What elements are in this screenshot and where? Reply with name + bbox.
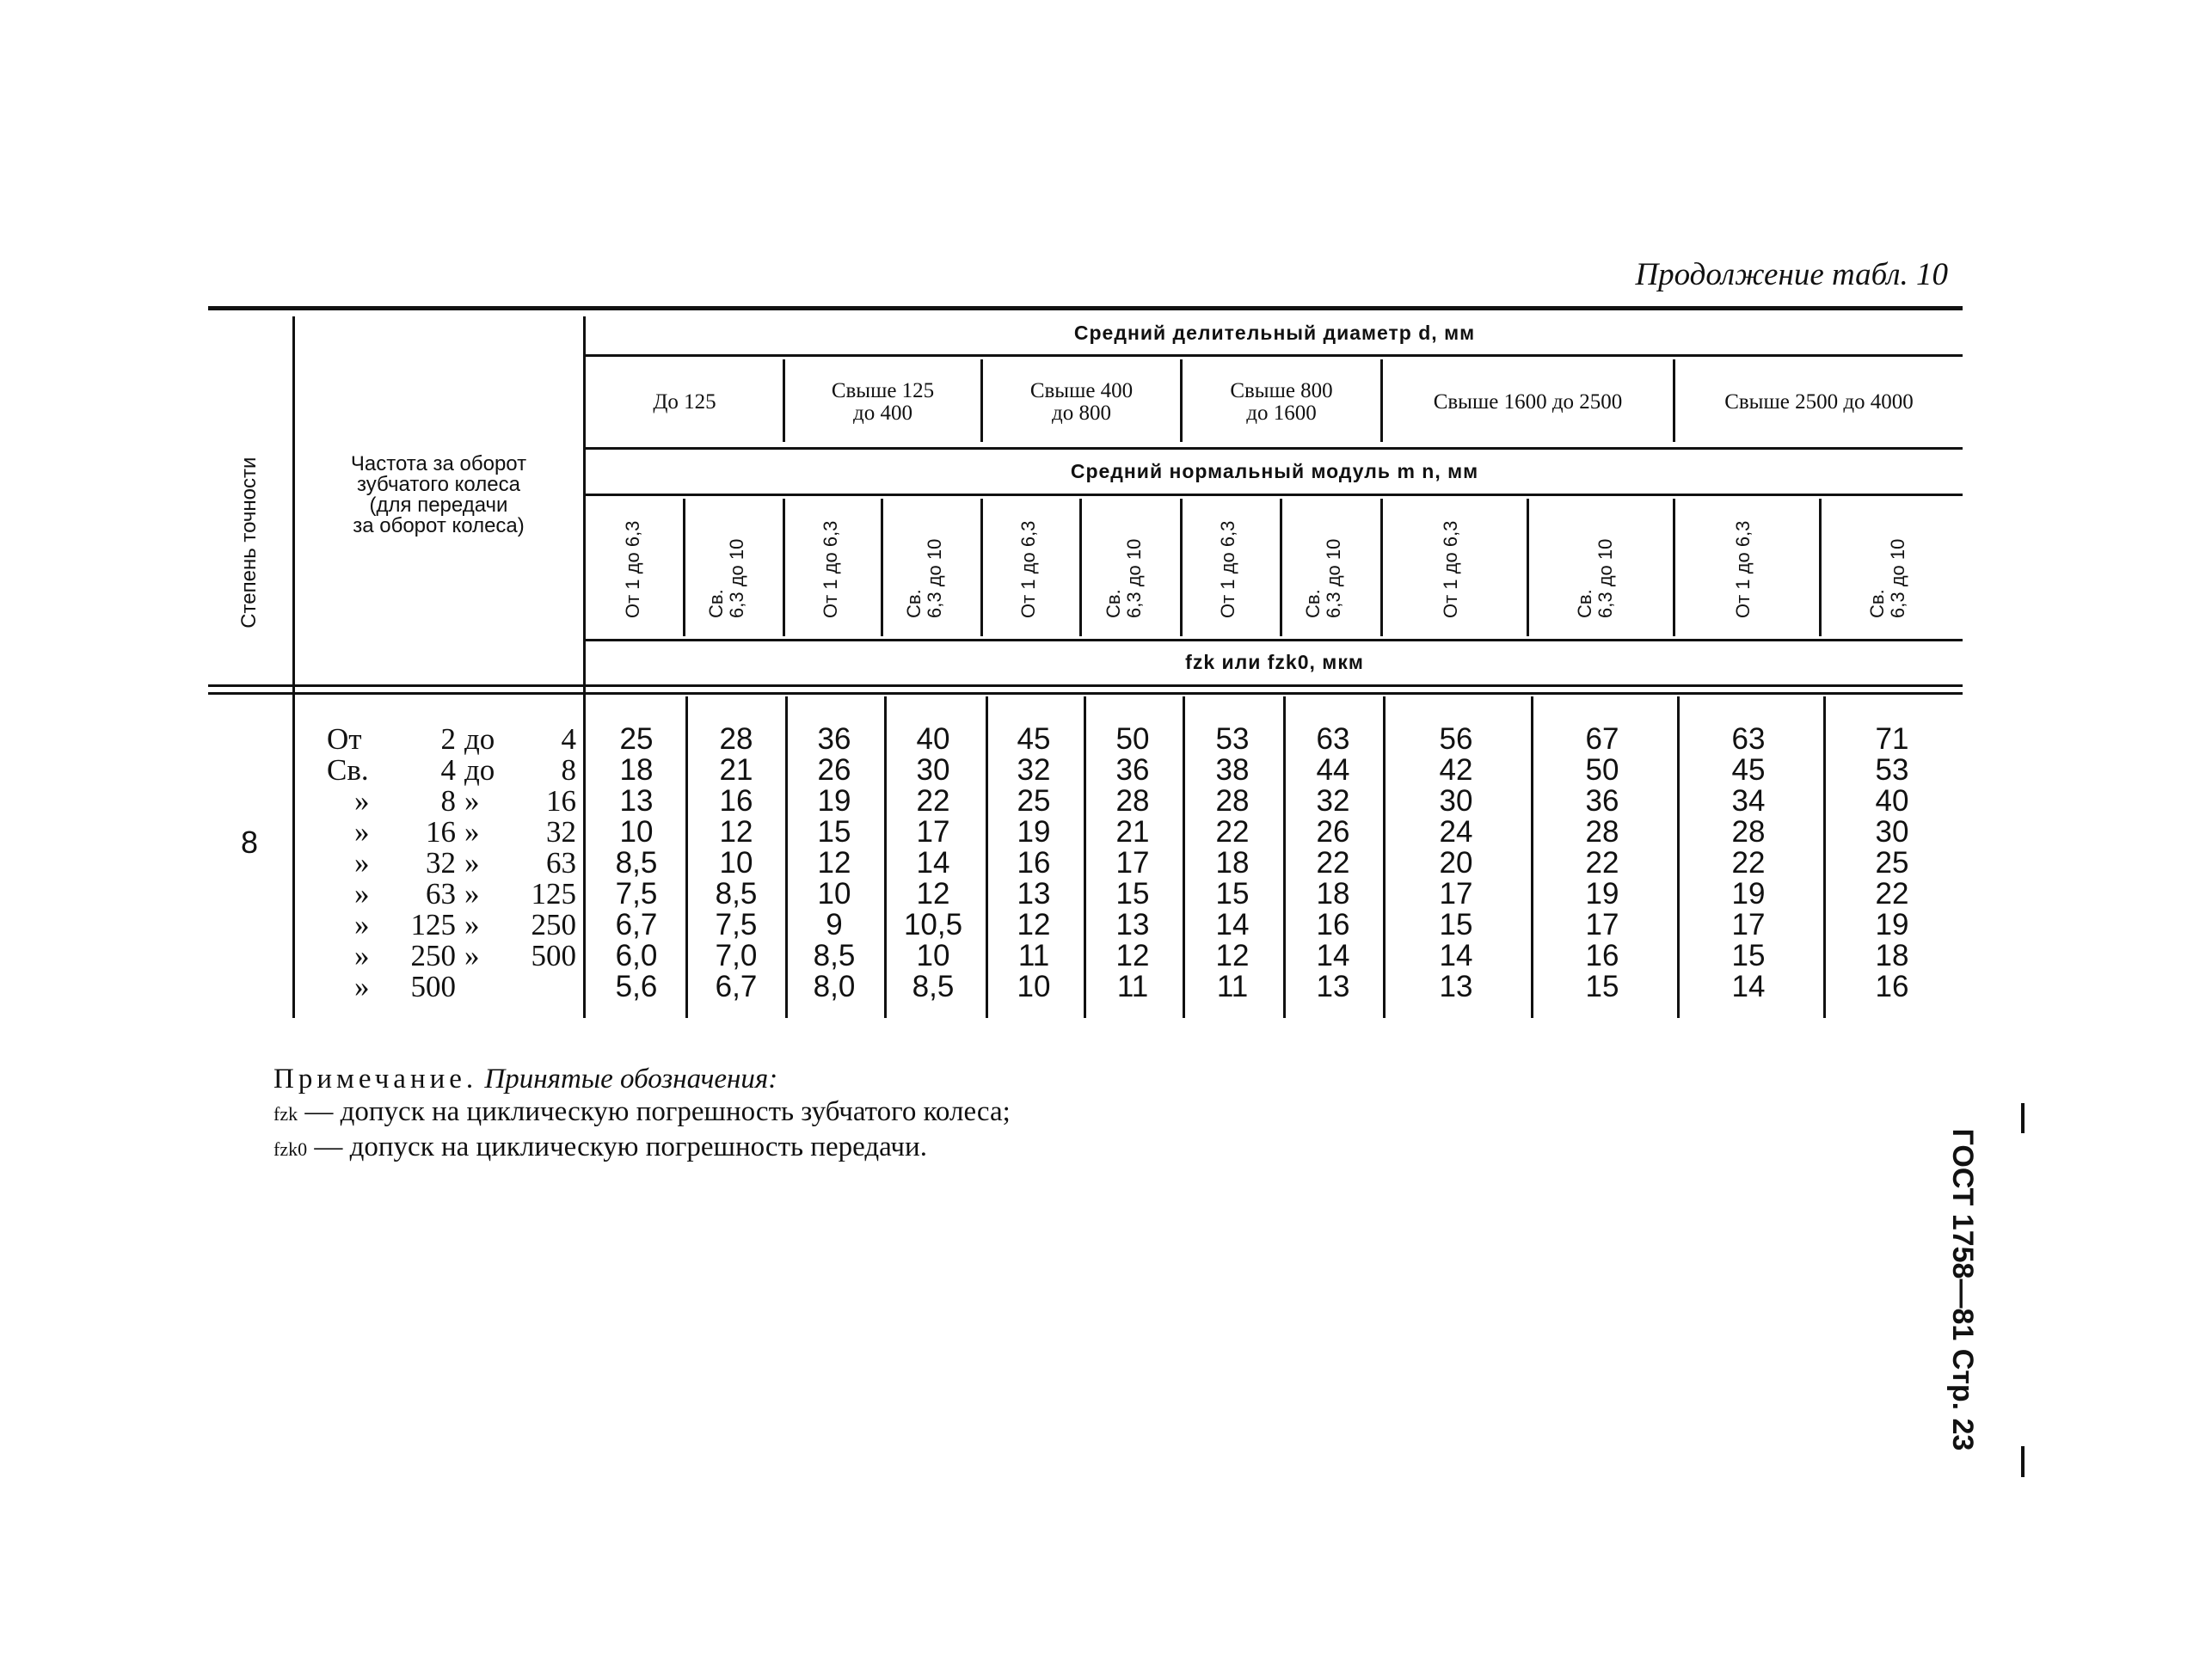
table-cell: 15 (1115, 877, 1150, 911)
note-line-2 (273, 1131, 1306, 1166)
note-text-2: — допуск на циклическую погрешность передачи. (314, 1131, 927, 1162)
table-cell: 6,0 (615, 939, 658, 972)
frequency-to: 63 (546, 846, 576, 880)
table-cell: 11 (1116, 970, 1149, 1003)
table-cell: 40 (916, 722, 950, 756)
frequency-from: 16 (426, 815, 456, 849)
table-cell: 16 (1017, 846, 1051, 880)
frequency-prefix: » (354, 970, 370, 1003)
table-cell: 12 (1115, 939, 1150, 972)
module-sub-5-1: От 1 до 6,3 (1440, 520, 1461, 618)
table-cell: 53 (1875, 753, 1909, 787)
table-cell: 18 (1316, 877, 1350, 911)
table-cell: 13 (1439, 970, 1473, 1003)
table-cell: 10 (619, 815, 654, 849)
table-cell: 67 (1585, 722, 1619, 756)
table-cell: 15 (817, 815, 851, 849)
table-cell: 18 (1875, 939, 1909, 972)
table-cell: 12 (1017, 908, 1051, 941)
diameter-group-1: До 125 (653, 390, 716, 414)
frequency-to: 500 (531, 939, 576, 972)
table-cell: 18 (1215, 846, 1250, 880)
table-cell: 16 (719, 784, 753, 818)
frequency-prefix: » (354, 846, 370, 880)
frequency-header: Частота за оборот зубчатого колеса (для передачи за оборот колеса) (350, 452, 527, 537)
table-cell: 14 (1215, 908, 1250, 941)
table-cell: 21 (719, 753, 753, 787)
table-cell: 15 (1439, 908, 1473, 941)
table-cell: 28 (1585, 815, 1619, 849)
table-cell: 6,7 (715, 970, 758, 1003)
module-sub-1-2: Св. 6,3 до 10 (705, 538, 748, 618)
frequency-from: 4 (440, 753, 456, 787)
frequency-connector: до (464, 753, 495, 787)
frequency-connector: до (464, 722, 495, 756)
table-cell: 22 (1585, 846, 1619, 880)
frequency-from: 63 (426, 877, 456, 911)
table-cell: 30 (1439, 784, 1473, 818)
table-cell: 22 (1731, 846, 1766, 880)
note-text-1: — допуск на циклическую погрешность зубчатого колеса; (304, 1096, 1011, 1127)
table-cell: 8,5 (912, 970, 955, 1003)
table-cell: 22 (916, 784, 950, 818)
module-sub-6-1: От 1 до 6,3 (1732, 520, 1754, 618)
table-cell: 19 (1585, 877, 1619, 911)
table-cell: 34 (1731, 784, 1766, 818)
table-cell: 10,5 (903, 908, 963, 941)
note-line-1 (273, 1095, 1306, 1131)
table-cell: 36 (817, 722, 851, 756)
table-cell: 10 (817, 877, 851, 911)
table-cell: 10 (719, 846, 753, 880)
accuracy-grade-header: Степень точности (237, 457, 261, 629)
table-cell: 7,0 (715, 939, 758, 972)
frequency-to: 16 (546, 784, 576, 818)
frequency-prefix: » (354, 815, 370, 849)
note-symbol-fzk0: fzk0 (273, 1138, 308, 1160)
table-cell: 5,6 (615, 970, 658, 1003)
table-cell: 26 (1316, 815, 1350, 849)
frequency-prefix: Св. (327, 753, 369, 787)
frequency-from: 2 (440, 722, 456, 756)
table-cell: 25 (1875, 846, 1909, 880)
table-cell: 19 (1875, 908, 1909, 941)
note-heading (273, 1063, 1306, 1095)
table-cell: 12 (1215, 939, 1250, 972)
side-page-label: ГОСТ 1758—81 Стр. 23 (1946, 1128, 1979, 1451)
table-cell: 28 (1215, 784, 1250, 818)
table-cell: 63 (1731, 722, 1766, 756)
table-cell: 11 (1017, 939, 1050, 972)
frequency-prefix: » (354, 908, 370, 941)
diameter-header: Средний делительный диаметр d, мм (1073, 321, 1476, 344)
table-cell: 17 (1439, 877, 1473, 911)
table-cell: 50 (1585, 753, 1619, 787)
frequency-connector: » (464, 846, 480, 880)
frequency-from: 500 (410, 970, 456, 1003)
table-cell: 32 (1017, 753, 1051, 787)
frequency-to: 32 (546, 815, 576, 849)
table-cell: 36 (1585, 784, 1619, 818)
frequency-to: 250 (531, 908, 576, 941)
table-cell: 40 (1875, 784, 1909, 818)
module-sub-4-2: Св. 6,3 до 10 (1302, 538, 1345, 618)
table-cell: 17 (1115, 846, 1150, 880)
units-header (587, 641, 1963, 683)
frequency-connector: » (464, 815, 480, 849)
diameter-group-4: Свыше 800 до 1600 (1230, 379, 1333, 425)
diameter-group-6: Свыше 2500 до 4000 (1724, 390, 1914, 414)
table-cell: 45 (1731, 753, 1766, 787)
table-cell: 6,7 (615, 908, 658, 941)
accuracy-grade-value: 8 (240, 825, 259, 860)
table-cell: 30 (916, 753, 950, 787)
frequency-from: 8 (440, 784, 456, 818)
table-cell: 22 (1316, 846, 1350, 880)
frequency-prefix: » (354, 877, 370, 911)
frequency-connector: » (464, 939, 480, 972)
table-cell: 50 (1115, 722, 1150, 756)
frequency-connector: » (464, 877, 480, 911)
table-cell: 17 (1585, 908, 1619, 941)
table-cell: 8,5 (615, 846, 658, 880)
table-cell: 19 (817, 784, 851, 818)
table-cell: 13 (1017, 877, 1051, 911)
module-sub-3-1: От 1 до 6,3 (1017, 520, 1039, 618)
table-cell: 28 (1731, 815, 1766, 849)
table-cell: 7,5 (615, 877, 658, 911)
table-cell: 11 (1216, 970, 1249, 1003)
table-cell: 24 (1439, 815, 1473, 849)
table-cell: 44 (1316, 753, 1350, 787)
table-cell: 45 (1017, 722, 1051, 756)
note-title: Примечание. (273, 1064, 478, 1095)
table-cell: 21 (1115, 815, 1150, 849)
table-cell: 20 (1439, 846, 1473, 880)
table-cell: 32 (1316, 784, 1350, 818)
frequency-to: 8 (561, 753, 576, 787)
frequency-to: 4 (561, 722, 576, 756)
table-cell: 26 (817, 753, 851, 787)
frequency-from: 250 (410, 939, 456, 972)
table-cell: 14 (1316, 939, 1350, 972)
table-cell: 22 (1875, 877, 1909, 911)
module-sub-3-2: Св. 6,3 до 10 (1103, 538, 1146, 618)
table-cell: 12 (916, 877, 950, 911)
frequency-from: 125 (410, 908, 456, 941)
frequency-prefix: » (354, 939, 370, 972)
table-cell: 7,5 (715, 908, 758, 941)
module-sub-2-2: Св. 6,3 до 10 (903, 538, 946, 618)
table-cell: 13 (619, 784, 654, 818)
table-cell: 10 (916, 939, 950, 972)
note-symbol-fzk: fzk (273, 1103, 298, 1125)
frequency-prefix: » (354, 784, 370, 818)
table-cell: 28 (1115, 784, 1150, 818)
table-cell: 28 (719, 722, 753, 756)
table-cell: 22 (1215, 815, 1250, 849)
table-cell: 42 (1439, 753, 1473, 787)
table-cell: 15 (1215, 877, 1250, 911)
module-sub-2-1: От 1 до 6,3 (820, 520, 841, 618)
table-cell: 63 (1316, 722, 1350, 756)
table-cell: 12 (817, 846, 851, 880)
table-cell: 12 (719, 815, 753, 849)
table-cell: 13 (1316, 970, 1350, 1003)
table-cell: 8,5 (715, 877, 758, 911)
table-cell: 53 (1215, 722, 1250, 756)
table-cell: 17 (916, 815, 950, 849)
table-cell: 16 (1316, 908, 1350, 941)
table-cell: 16 (1875, 970, 1909, 1003)
side-rule-top (2021, 1103, 2025, 1133)
continuation-caption: Продолжение табл. 10 (1635, 257, 1948, 292)
table-cell: 10 (1017, 970, 1051, 1003)
table-cell: 38 (1215, 753, 1250, 787)
note-intro: Принятые обозначения: (484, 1064, 778, 1095)
frequency-connector: » (464, 784, 480, 818)
frequency-prefix: От (327, 722, 362, 756)
table-cell: 19 (1017, 815, 1051, 849)
table-cell: 8,5 (813, 939, 856, 972)
table-cell: 14 (1439, 939, 1473, 972)
diameter-group-2: Свыше 125 до 400 (831, 379, 935, 425)
table-cell: 25 (1017, 784, 1051, 818)
table-cell: 8,0 (813, 970, 856, 1003)
table-cell: 15 (1585, 970, 1619, 1003)
diameter-group-3: Свыше 400 до 800 (1029, 379, 1134, 425)
table-cell: 9 (826, 908, 843, 941)
side-rule-bottom (2021, 1446, 2025, 1477)
table-cell: 71 (1875, 722, 1909, 756)
note (273, 1063, 1306, 1166)
frequency-from: 32 (426, 846, 456, 880)
table-cell: 18 (619, 753, 654, 787)
table-cell: 13 (1115, 908, 1150, 941)
table-cell: 56 (1439, 722, 1473, 756)
table-cell: 19 (1731, 877, 1766, 911)
units-header-text: fzk или fzk0, мкм (1185, 650, 1364, 673)
table-cell: 14 (1731, 970, 1766, 1003)
module-sub-1-1: От 1 до 6,3 (622, 520, 643, 618)
module-sub-4-1: От 1 до 6,3 (1217, 520, 1238, 618)
table-cell: 25 (619, 722, 654, 756)
table-cell: 16 (1585, 939, 1619, 972)
table-cell: 36 (1115, 753, 1150, 787)
table-cell: 30 (1875, 815, 1909, 849)
module-header: Средний нормальный модуль m n, мм (1070, 459, 1479, 482)
table-cell: 15 (1731, 939, 1766, 972)
frequency-connector: » (464, 908, 480, 941)
module-sub-5-2: Св. 6,3 до 10 (1574, 538, 1617, 618)
module-sub-6-2: Св. 6,3 до 10 (1866, 538, 1909, 618)
frequency-to: 125 (531, 877, 576, 911)
table-cell: 17 (1731, 908, 1766, 941)
diameter-group-5: Свыше 1600 до 2500 (1433, 390, 1623, 414)
table-cell: 14 (916, 846, 950, 880)
